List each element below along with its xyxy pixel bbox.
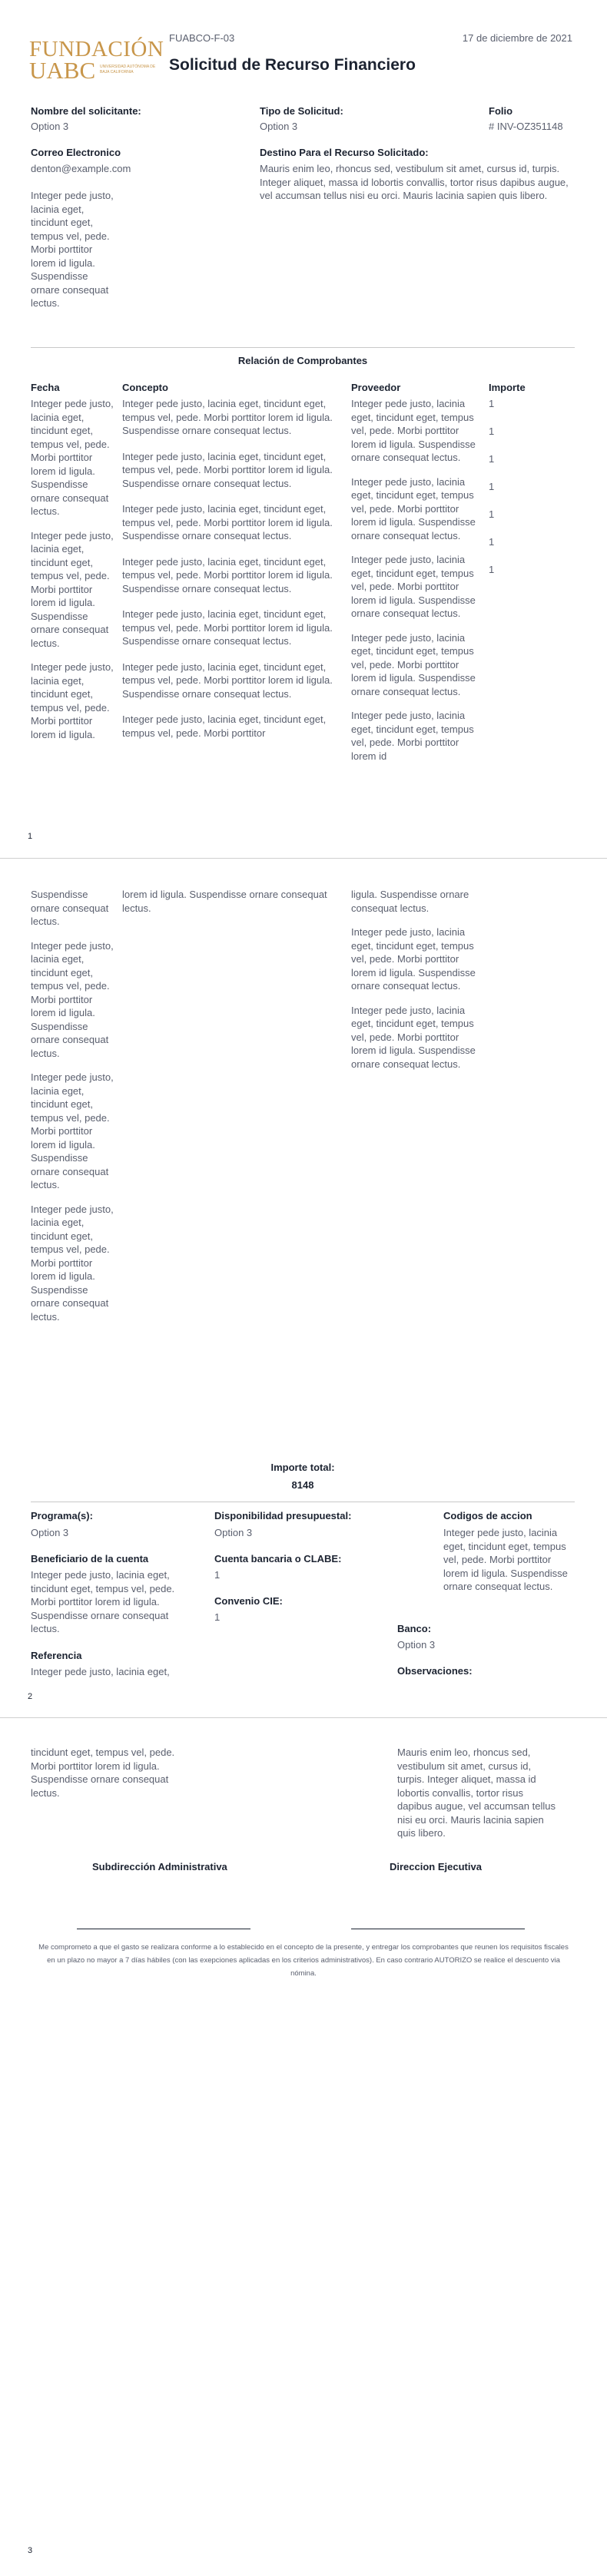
proveedor-cell: Integer pede justo, lacinia eget, tincidunt eget, tempus vel, pede. Morbi porttitor lorem id ligula. Suspendisse ornare consequat lectus. [351,1004,476,1070]
proveedor-cell: Integer pede justo, lacinia eget, tincidunt eget, tempus vel, pede. Morbi porttitor lorem id ligula. Suspendisse ornare consequat lectus. [351,926,476,992]
page-2 [0,859,607,1717]
page-number: 2 [28,1692,33,1701]
proveedor-cell: Integer pede justo, lacinia eget, tincidunt eget, tempus vel, pede. Morbi porttitor lorem id [351,710,474,762]
concepto-cell: Integer pede justo, lacinia eget, tincidunt eget, tempus vel, pede. Morbi porttitor lorem id ligula. Suspendisse ornare consequat lectus. [122,608,333,647]
proveedor-cell: Integer pede justo, lacinia eget, tincidunt eget, tempus vel, pede. Morbi porttitor lorem id ligula. Suspendisse ornare consequat lectus. [351,631,476,697]
logo-subtitle: UNIVERSIDAD AUTÓNOMA DE BAJA CALIFORNIA [100,65,156,74]
solicitante-value: Option 3 [31,121,69,132]
importe-total-value: 8148 [291,1479,314,1491]
importe-cell: 1 [489,536,495,548]
cuenta-bancaria-label: Cuenta bancaria o CLABE: [214,1553,342,1564]
logo-line-1: FUNDACIÓN [29,37,164,61]
destino-label: Destino Para el Recurso Solicitado: [260,147,429,158]
proveedor-cell: Integer pede justo, lacinia eget, tincidunt eget, tempus vel, pede. Morbi porttitor lorem id ligula. Suspendisse ornare consequat lectus. [351,398,476,463]
importe-cell: 1 [489,398,495,409]
tipo-solicitud-label: Tipo de Solicitud: [260,105,343,117]
folio-label: Folio [489,105,513,117]
codigos-label: Codigos de accion [443,1510,532,1521]
page-number: 1 [28,832,33,841]
proveedor-cell: ligula. Suspendisse ornare consequat lectus. [351,889,469,914]
section-divider [31,347,575,348]
fecha-cell: Integer pede justo, lacinia eget, tincidunt eget, tempus vel, pede. Morbi porttitor lorem id ligula. Suspendisse ornare consequat lectus. [31,1071,114,1190]
correo-label: Correo Electronico [31,147,121,158]
fecha-column [31,397,119,741]
banco-label: Banco: [397,1623,432,1634]
cuenta-bancaria-value: 1 [214,1569,221,1581]
correo-value: denton@example.com [31,163,131,174]
concepto-column [122,888,345,915]
fecha-cell: Integer pede justo, lacinia eget, tincidunt eget, tempus vel, pede. Morbi porttitor lorem id ligula. Suspendisse ornare consequat lectus. [31,1203,114,1323]
programas-value: Option 3 [31,1527,69,1538]
proveedor-cell: Integer pede justo, lacinia eget, tincidunt eget, tempus vel, pede. Morbi porttitor lorem id ligula. Suspendisse ornare consequat lectus. [351,554,476,619]
folio-value: # INV-OZ351148 [489,121,563,132]
tipo-solicitud-value: Option 3 [260,121,298,132]
referencia-label: Referencia [31,1650,82,1661]
fecha-column [31,888,119,1323]
col-header-concepto: Concepto [122,382,168,393]
importe-cell: 1 [489,453,495,465]
logo-line-2: UABC [29,57,96,84]
concepto-cell: Integer pede justo, lacinia eget, tincidunt eget, tempus vel, pede. Morbi porttitor lorem id ligula. Suspendisse ornare consequat lectus. [122,398,333,436]
page-number: 3 [28,2546,33,2555]
concepto-column [122,397,345,740]
importe-cell: 1 [489,508,495,520]
concepto-cell: Integer pede justo, lacinia eget, tincidunt eget, tempus vel, pede. Morbi porttitor lorem id ligula. Suspendisse ornare consequat lectus. [122,661,333,700]
convenio-cie-label: Convenio CIE: [214,1595,283,1607]
concepto-cell: lorem id ligula. Suspendisse ornare consequat lectus. [122,889,327,914]
proveedor-column [351,888,482,1071]
importe-column [489,397,535,591]
programas-label: Programa(s): [31,1510,93,1521]
convenio-cie-value: 1 [214,1611,221,1623]
col-header-fecha: Fecha [31,382,60,393]
destino-value: Mauris enim leo, rhoncus sed, vestibulum sit amet, cursus id, turpis. Integer aliquet, massa id lobortis convallis, tortor risus dapibus augue, vel accumsan tellus nisi eu orci. Mauris lacinia sapien quis libero. [260,163,569,201]
beneficiario-label: Beneficiario de la cuenta [31,1553,149,1564]
subdireccion-administrativa-label: Subdirección Administrativa [92,1861,227,1872]
banco-value: Option 3 [397,1639,436,1651]
disponibilidad-value: Option 3 [214,1527,253,1538]
fecha-cell: Integer pede justo, lacinia eget, tincidunt eget, tempus vel, pede. Morbi porttitor lorem id ligula. Suspendisse ornare consequat lectus. [31,398,114,517]
observaciones-value: Mauris enim leo, rhoncus sed, vestibulum sit amet, cursus id, turpis. Integer aliquet, massa id lobortis convallis, tortor risus dapibus augue, vel accumsan tellus nisi eu orci. Mauris lacinia sapien quis libero. [397,1747,556,1839]
page-3 [0,1718,607,2576]
concepto-cell: Integer pede justo, lacinia eget, tincidunt eget, tempus vel, pede. Morbi porttitor lorem id ligula. Suspendisse ornare consequat lectus. [122,555,333,594]
codigos-value: Integer pede justo, lacinia eget, tincidunt eget, tempus vel, pede. Morbi porttitor lorem id ligula. Suspendisse ornare consequat lectus. [443,1527,568,1592]
correo-note: Integer pede justo, lacinia eget, tincidunt eget, tempus vel, pede. Morbi porttitor lorem id ligula. Suspendisse ornare consequat lectus. [31,190,114,309]
document-title: Solicitud de Recurso Financiero [169,56,416,74]
page-1 [0,0,607,858]
proveedor-cell: Integer pede justo, lacinia eget, tincidunt eget, tempus vel, pede. Morbi porttitor lorem id ligula. Suspendisse ornare consequat lectus. [351,475,476,541]
fecha-cell: Suspendisse ornare consequat lectus. [31,889,109,927]
importe-total-label: Importe total: [270,1462,335,1473]
importe-cell: 1 [489,425,495,437]
fundacion-uabc-logo [29,37,164,84]
concepto-cell: Integer pede justo, lacinia eget, tincidunt eget, tempus vel, pede. Morbi porttitor [122,714,327,739]
fecha-cell: Integer pede justo, lacinia eget, tincidunt eget, tempus vel, pede. Morbi porttitor lorem id ligula. Suspendisse ornare consequat lectus. [31,529,114,649]
fecha-cell: Integer pede justo, lacinia eget, tincidunt eget, tempus vel, pede. Morbi porttitor lorem id ligula. [31,661,114,740]
importe-cell: 1 [489,481,495,492]
col-header-proveedor: Proveedor [351,382,401,393]
direccion-ejecutiva-label: Direccion Ejecutiva [390,1861,482,1872]
proveedor-column [351,397,482,763]
form-code: FUABCO-F-03 [169,32,235,44]
solicitante-label: Nombre del solicitante: [31,105,141,117]
referencia-value: Integer pede justo, lacinia eget, [31,1666,170,1677]
fecha-cell: Integer pede justo, lacinia eget, tincidunt eget, tempus vel, pede. Morbi porttitor lorem id ligula. Suspendisse ornare consequat lectus. [31,939,114,1059]
col-header-importe: Importe [489,382,526,393]
comprobantes-title: Relación de Comprobantes [237,355,368,366]
concepto-cell: Integer pede justo, lacinia eget, tincidunt eget, tempus vel, pede. Morbi porttitor lorem id ligula. Suspendisse ornare consequat lectus. [122,503,333,541]
observaciones-label: Observaciones: [397,1665,473,1677]
referencia-continuation: tincidunt eget, tempus vel, pede. Morbi porttitor lorem id ligula. Suspendisse ornare consequat lectus. [31,1747,175,1799]
disponibilidad-label: Disponibilidad presupuestal: [214,1510,352,1521]
beneficiario-value: Integer pede justo, lacinia eget, tincidunt eget, tempus vel, pede. Morbi porttitor lorem id ligula. Suspendisse ornare consequat lectus. [31,1569,175,1634]
importe-cell: 1 [489,564,495,575]
concepto-cell: Integer pede justo, lacinia eget, tincidunt eget, tempus vel, pede. Morbi porttitor lorem id ligula. Suspendisse ornare consequat lectus. [122,450,333,489]
commitment-notice: Me comprometo a que el gasto se realizara conforme a lo establecido en el concepto de la presente, y entregar los comprobantes que reunen los requisitos fiscales en un plazo no mayor a 7 días hábiles (con las exepciones aplicadas en los criterios administrativos). En caso contrario AUTORIZO se realice el descuento via nómina. [38,1943,569,1978]
document-date: 17 de diciembre de 2021 [462,32,572,44]
